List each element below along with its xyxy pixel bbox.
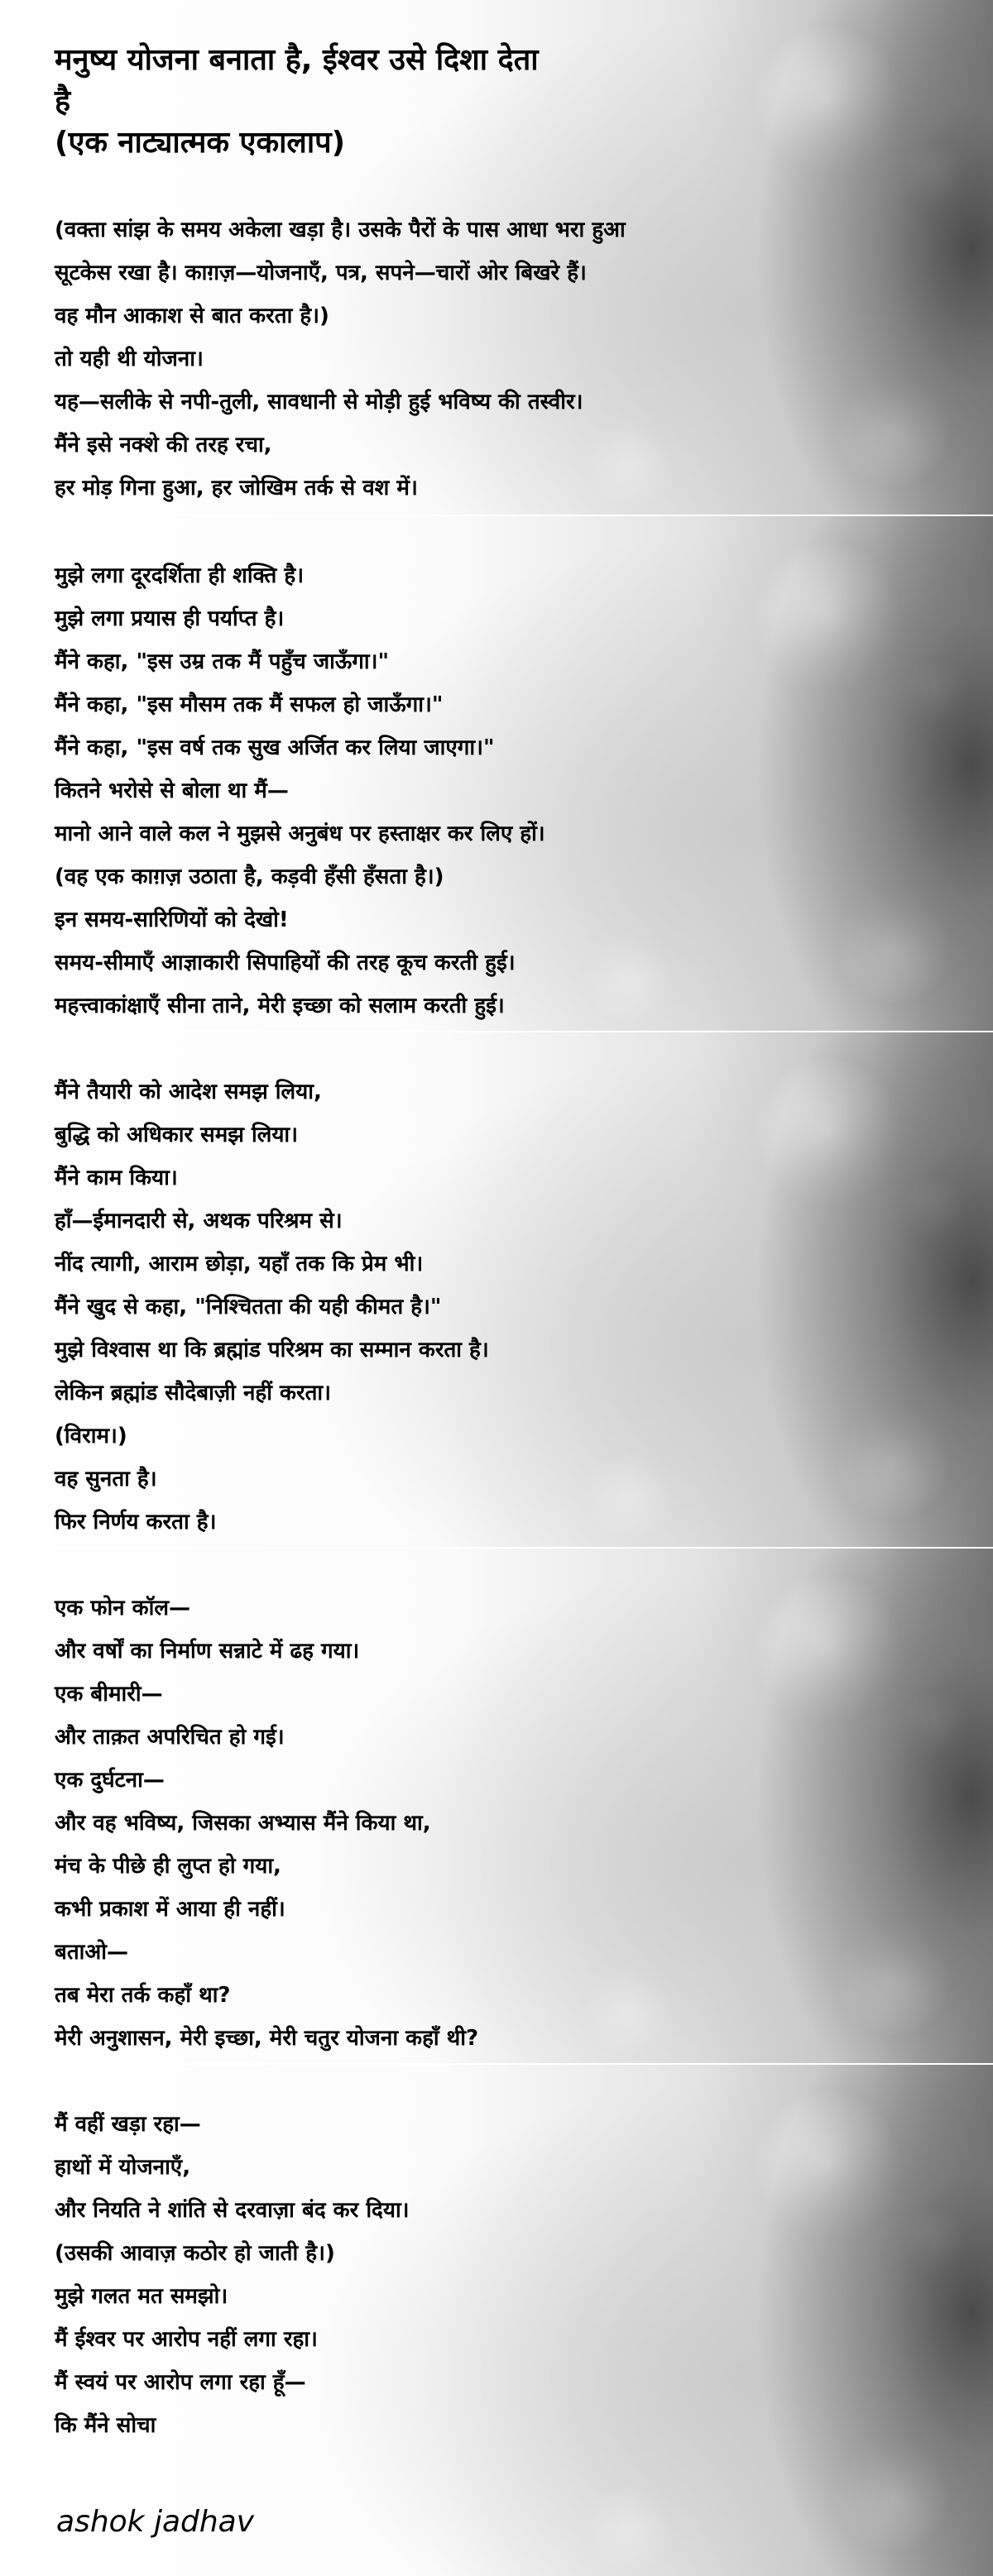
poem-line: (वक्ता सांझ के समय अकेला खड़ा है। उसके पैरों के पास आधा भरा हुआ [55,218,626,242]
poem-line: एक फोन कॉल— [55,1596,190,1621]
poem-line: और वह भविष्य, जिसका अभ्यास मैंने किया था, [55,1811,431,1836]
stanza-3 [55,1070,960,1544]
stanza-4 [55,1587,960,2060]
poem-line: मानो आने वाले कल ने मुझसे अनुबंध पर हस्ताक्षर कर लिए हों। [55,821,545,846]
poem-line: मैं स्वयं पर आरोप लगा रहा हूँ— [55,2370,306,2395]
poem-panel-1 [0,0,993,515]
poem-line: लेकिन ब्रह्मांड सौदेबाज़ी नहीं करता। [55,1381,331,1405]
poem-line: मैंने इसे नक्शे की तरह रचा, [55,433,272,457]
poem-line: (विराम।) [55,1424,127,1448]
poem-line: हाथों में योजनाएँ, [55,2155,191,2180]
poem-line: नींद त्यागी, आराम छोड़ा, यहाँ तक कि प्रेम भी। [55,1252,424,1276]
poem-line: इन समय-सारिणियों को देखो! [55,907,289,932]
poem-line: एक दुर्घटना— [55,1768,165,1793]
poem-line: मैंने कहा, "इस वर्ष तक सुख अर्जित कर लिया जाएगा।" [55,735,495,760]
poem-line: मैंने काम किया। [55,1166,178,1190]
poem-line: और ताक़त अपरिचित हो गई। [55,1725,285,1750]
poem-panel-2 [0,516,993,1031]
poem-line: हर मोड़ गिना हुआ, हर जोखिम तर्क से वश में। [55,476,418,500]
poem-line: (उसकी आवाज़ कठोर हो जाती है।) [55,2241,335,2266]
poem-line: मंच के पीछे ही लुप्त हो गया, [55,1854,281,1879]
poem-line: मुझे लगा प्रयास ही पर्याप्त है। [55,606,285,631]
page-title [55,40,960,164]
poem-line: मैंने कहा, "इस मौसम तक मैं सफल हो जाऊँगा।" [55,692,444,717]
author-signature: ashok jadhav [56,2505,255,2539]
poem-line: वह मौन आकाश से बात करता है।) [55,304,329,328]
poem-line: मुझे लगा दूरदर्शिता ही शक्ति है। [55,563,305,588]
title-subtitle: (एक नाट्यात्मक एकालाप) [55,126,346,160]
poem-title [55,40,960,164]
poem-line: और वर्षों का निर्माण सन्नाटे में ढह गया। [55,1639,360,1664]
stanza-2 [55,554,960,1027]
poem-line: मेरी अनुशासन, मेरी इच्छा, मेरी चतुर योजना कहाँ थी? [55,2026,479,2051]
poem-line: कभी प्रकाश में आया ही नहीं। [55,1897,285,1922]
poem-line: महत्त्वाकांक्षाएँ सीना ताने, मेरी इच्छा को सलाम करती हुई। [55,994,505,1018]
poem-line: कितने भरोसे से बोला था मैं— [55,778,289,803]
poem-line: हाँ—ईमानदारी से, अथक परिश्रम से। [55,1209,343,1233]
poem-line: मैं ईश्वर पर आरोप नहीं लगा रहा। [55,2327,318,2352]
poem-line: एक बीमारी— [55,1682,163,1707]
poem-line: सूटकेस रखा है। काग़ज़—योजनाएँ, पत्र, सपने—चारों ओर बिखरे हैं। [55,261,587,285]
poem-line: मैंने तैयारी को आदेश समझ लिया, [55,1080,322,1104]
poem-line: मैंने कहा, "इस उम्र तक मैं पहुँच जाऊँगा।" [55,649,390,674]
poem-panel-3 [0,1032,993,1547]
poem-line: मैं वहीं खड़ा रहा— [55,2112,201,2137]
title-line-1: मनुष्य योजना बनाता है, ईश्वर उसे दिशा देता [55,43,539,77]
poem-line: कि मैंने सोचा [55,2413,156,2438]
poem-line: बताओ— [55,1940,128,1965]
stanza-5 [55,2103,960,2447]
poem-line: फिर निर्णय करता है। [55,1510,217,1535]
poem-line: (वह एक काग़ज़ उठाता है, कड़वी हँसी हँसता है।) [55,864,444,889]
poem-line: मुझे विश्वास था कि ब्रह्मांड परिश्रम का सम्मान करता है। [55,1338,489,1362]
poem-line: वह सुनता है। [55,1467,157,1491]
stanza-1 [55,208,960,510]
poem-panel-5 [0,2065,993,2576]
poem-line: मुझे गलत मत समझो। [55,2284,228,2309]
poem-line: तो यही थी योजना। [55,347,204,371]
poem-line: मैंने खुद से कहा, "निश्चितता की यही कीमत है।" [55,1295,442,1319]
poem-line: और नियति ने शांति से दरवाज़ा बंद कर दिया। [55,2198,410,2223]
poem-line: तब मेरा तर्क कहाँ था? [55,1983,231,2008]
poem-line: यह—सलीके से नपी-तुली, सावधानी से मोड़ी हुई भविष्य की तस्वीर। [55,390,583,414]
poem-line: समय-सीमाएँ आज्ञाकारी सिपाहियों की तरह कूच करती हुई। [55,950,516,975]
title-line-2: है [55,84,71,118]
poem-panel-4 [0,1549,993,2063]
poem-line: बुद्धि को अधिकार समझ लिया। [55,1123,298,1147]
